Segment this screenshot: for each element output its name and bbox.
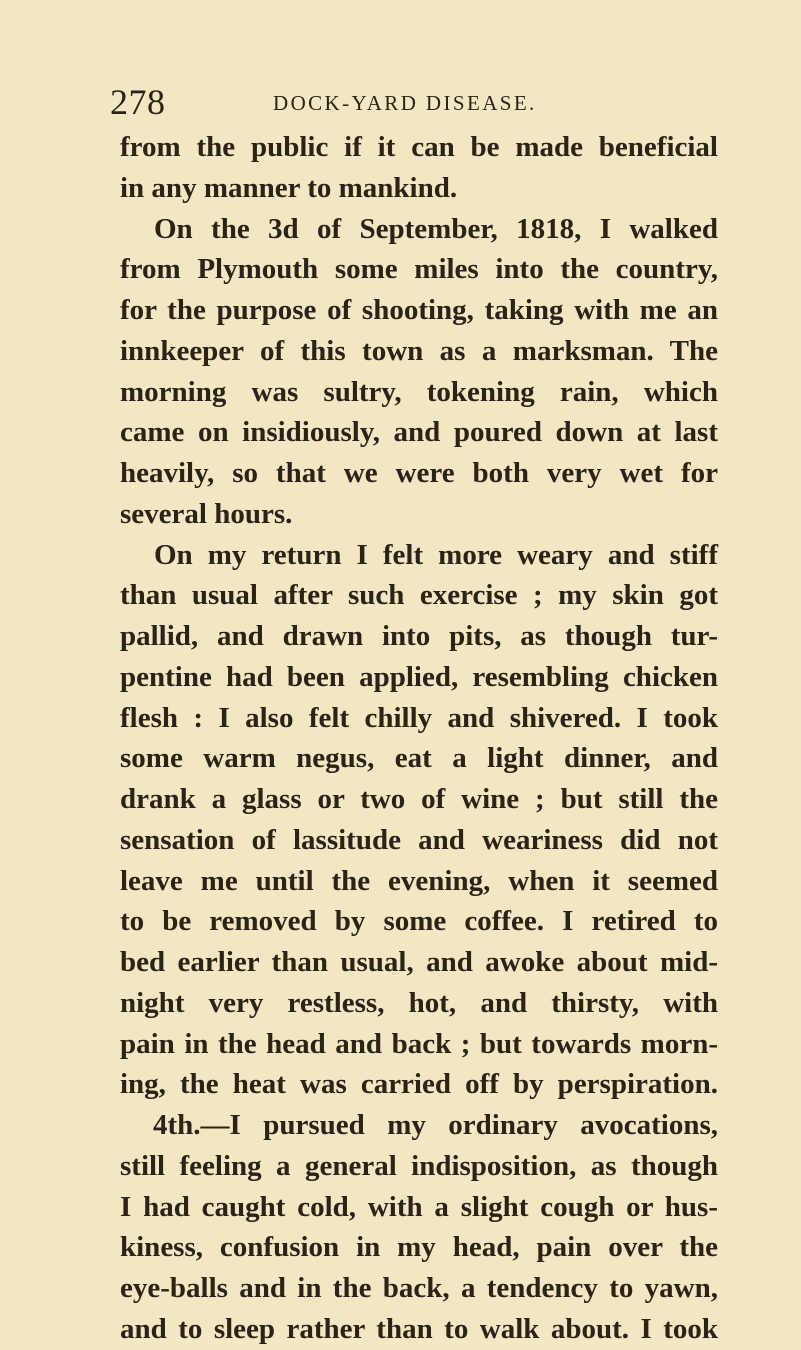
text-line: still feeling a general indisposition, as though [120, 1149, 718, 1182]
text-line: pentine had been applied, resembling chicken [120, 660, 718, 693]
text-line: night very restless, hot, and thirsty, with [120, 986, 718, 1019]
text-line: pallid, and drawn into pits, as though tur- [120, 620, 718, 652]
running-head [110, 80, 710, 130]
text-line: to be removed by some coffee. I retired to [120, 905, 718, 938]
text-line: ing, the heat was carried off by perspiration. [120, 1068, 718, 1101]
text-line: drank a glass or two of wine ; but still the [120, 783, 718, 815]
text-line: leave me until the evening, when it seemed [120, 864, 718, 897]
text-line: I had caught cold, with a slight cough or hus- [120, 1190, 718, 1223]
text-line: pain in the head and back ; but towards morn- [120, 1027, 718, 1060]
text-line: kiness, confusion in my head, pain over the [120, 1231, 718, 1264]
text-line: in any manner to mankind. [120, 171, 458, 204]
text-line: eye-balls and in the back, a tendency to yawn, [120, 1272, 718, 1304]
text-line: morning was sultry, tokening rain, which [120, 375, 718, 408]
body-text [120, 127, 718, 1350]
running-title: DOCK-YARD DISEASE. [273, 91, 537, 115]
text-line: 4th.—I pursued my ordinary avocations, [153, 1109, 718, 1141]
text-line: heavily, so that we were both very wet for [120, 457, 718, 489]
page-number: 278 [110, 82, 166, 122]
text-line: bed earlier than usual, and awoke about mid- [120, 946, 718, 978]
text-line: On my return I felt more weary and stiff [154, 538, 718, 571]
text-line: flesh : I also felt chilly and shivered. I took [120, 701, 718, 734]
text-line: and to sleep rather than to walk about. I took [120, 1312, 718, 1345]
text-line: On the 3d of September, 1818, I walked [154, 212, 718, 245]
text-line: some warm negus, eat a light dinner, and [120, 742, 718, 775]
text-line: from the public if it can be made beneficial [120, 131, 718, 163]
text-line: than usual after such exercise ; my skin got [120, 579, 718, 612]
text-line: several hours. [120, 497, 293, 530]
text-line: came on insidiously, and poured down at last [120, 416, 718, 449]
text-line: sensation of lassitude and weariness did not [120, 823, 718, 856]
text-line: innkeeper of this town as a marksman. The [120, 334, 718, 367]
text-line: from Plymouth some miles into the country, [120, 253, 718, 286]
text-line: for the purpose of shooting, taking with me an [120, 294, 718, 326]
